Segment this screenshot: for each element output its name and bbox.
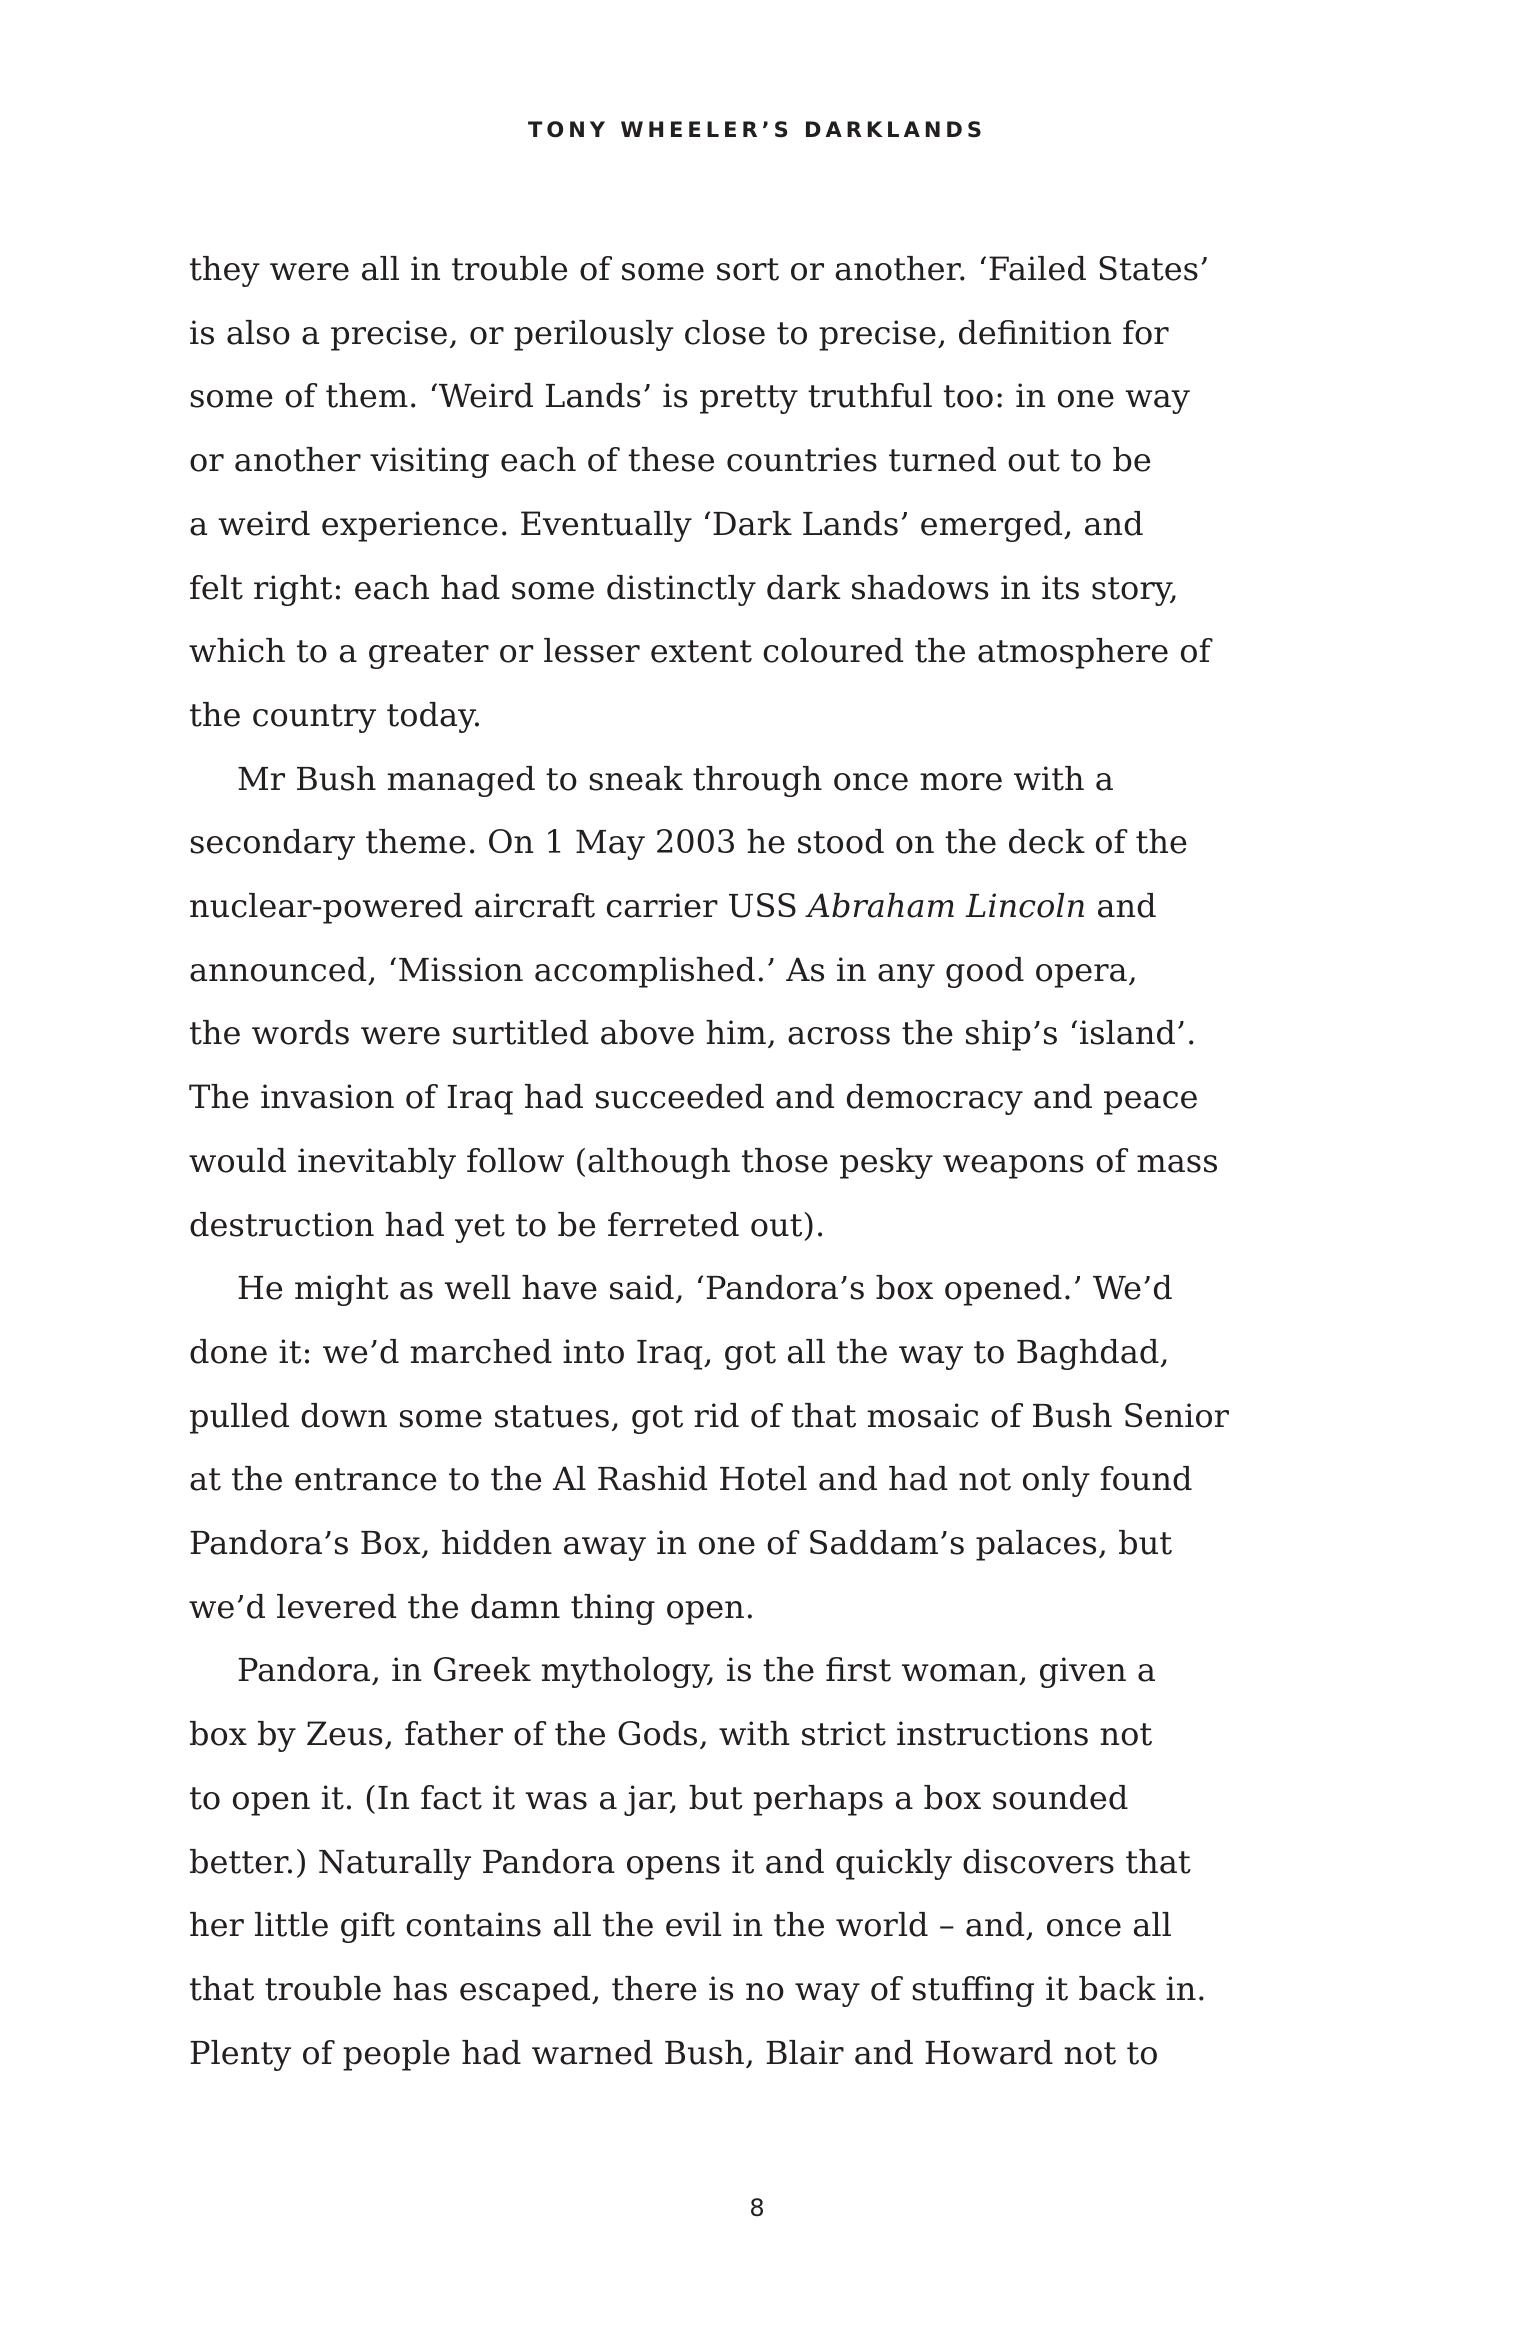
text-line: Pandora’s Box, hidden away in one of Saddam’s palaces, but <box>189 1524 1173 1563</box>
text-line: Plenty of people had warned Bush, Blair and Howard not to <box>189 2033 1159 2072</box>
text-line: that trouble has escaped, there is no way of stuffing it back in. <box>189 1969 1207 2008</box>
text-line: better.) Naturally Pandora opens it and quickly discovers that <box>189 1842 1191 1881</box>
text-segment: nuclear-powered aircraft carrier USS <box>189 887 808 926</box>
text-line: pulled down some statues, got rid of that mosaic of Bush Senior <box>189 1396 1229 1435</box>
text-line: a weird experience. Eventually ‘Dark Lands’ emerged, and <box>189 504 1144 543</box>
text-line-ship <box>189 875 1319 939</box>
text-line: at the entrance to the Al Rashid Hotel and had not only found <box>189 1460 1193 1499</box>
text-line: announced, ‘Mission accomplished.’ As in any good opera, <box>189 950 1138 989</box>
paragraph-2 <box>189 748 1319 1258</box>
text-line: would inevitably follow (although those pesky weapons of mass <box>189 1141 1219 1180</box>
text-line: destruction had yet to be ferreted out). <box>189 1205 826 1244</box>
paragraph-4 <box>189 1639 1319 2085</box>
text-line: secondary theme. On 1 May 2003 he stood on the deck of the <box>189 823 1188 862</box>
text-line: is also a precise, or perilously close to precise, definition for <box>189 313 1169 352</box>
text-line: which to a greater or lesser extent coloured the atmosphere of <box>189 632 1211 671</box>
text-line: The invasion of Iraq had succeeded and democracy and peace <box>189 1078 1199 1117</box>
text-line: or another visiting each of these countries turned out to be <box>189 441 1152 480</box>
text-line: the words were surtitled above him, across the ship’s ‘island’. <box>189 1014 1197 1053</box>
text-line: done it: we’d marched into Iraq, got all the way to Baghdad, <box>189 1332 1170 1371</box>
running-head: TONY WHEELER’S DARKLANDS <box>528 118 986 142</box>
body-text <box>189 238 1319 2085</box>
text-line: box by Zeus, father of the Gods, with strict instructions not <box>189 1715 1153 1754</box>
text-line: the country today. <box>189 695 483 734</box>
text-line: we’d levered the damn thing open. <box>189 1587 755 1626</box>
paragraph-3 <box>189 1257 1319 1639</box>
text-line: to open it. (In fact it was a jar, but perhaps a box sounded <box>189 1778 1129 1817</box>
text-line: He might as well have said, ‘Pandora’s box opened.’ We’d <box>237 1269 1173 1308</box>
text-line: they were all in trouble of some sort or another. ‘Failed States’ <box>189 250 1210 288</box>
text-line: Pandora, in Greek mythology, is the first woman, given a <box>237 1651 1156 1690</box>
page-number: 8 <box>749 2194 765 2222</box>
text-segment: and <box>1086 887 1157 926</box>
paragraph-1 <box>189 238 1319 748</box>
text-line: her little gift contains all the evil in the world – and, once all <box>189 1906 1172 1945</box>
text-line: some of them. ‘Weird Lands’ is pretty truthful too: in one way <box>189 377 1190 416</box>
text-line: Mr Bush managed to sneak through once more with a <box>237 759 1114 798</box>
ship-name: Abraham Lincoln <box>807 887 1087 926</box>
text-line: felt right: each had some distinctly dark shadows in its story, <box>189 568 1179 607</box>
